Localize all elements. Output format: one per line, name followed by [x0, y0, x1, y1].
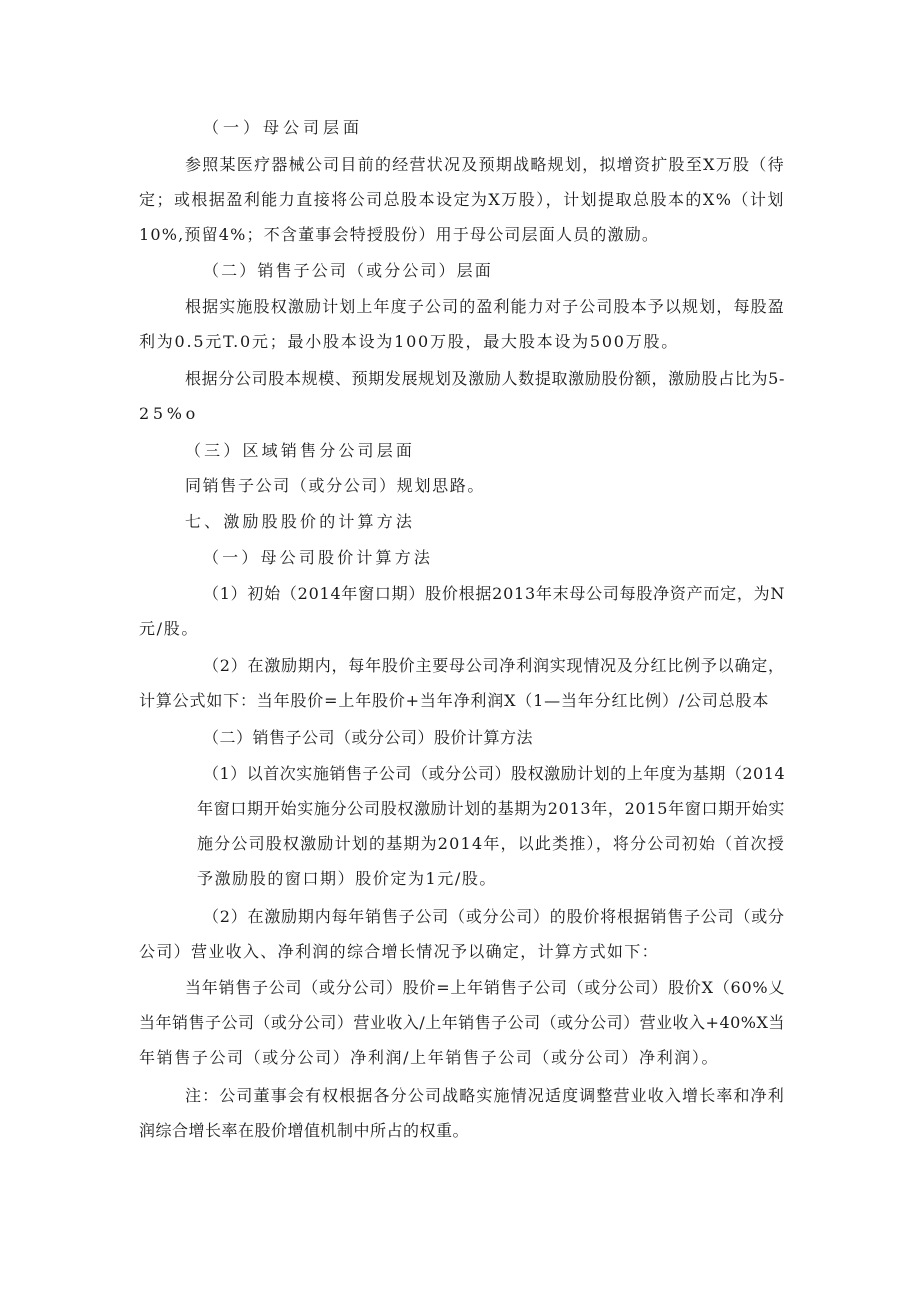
- paragraph-line: 10%,预留4%；不含董事会特授股份）用于母公司层面人员的激励。: [139, 225, 660, 244]
- paragraph-line: 施分公司股权激励计划的基期为2014年，以此类推），将分公司初始（首次授: [197, 834, 785, 853]
- formula-line: 当年销售子公司（或分公司）营业收入/上年销售子公司（或分公司）营业收入+40%X当: [139, 1013, 785, 1032]
- formula-line: 年销售子公司（或分公司）净利润/上年销售子公司（或分公司）净利润）。: [139, 1048, 720, 1067]
- paragraph-line: 公司）营业收入、净利润的综合增长情况予以确定，计算方式如下：: [139, 942, 659, 961]
- paragraph-line: （2）在激励期内，每年股价主要母公司净利润实现情况及分红比例予以确定，: [203, 656, 785, 675]
- paragraph-line: （2）在激励期内每年销售子公司（或分公司）的股价将根据销售子公司（或分: [203, 907, 785, 926]
- paragraph-line: （1）以首次实施销售子公司（或分公司）股权激励计划的上年度为基期（2014: [203, 764, 786, 783]
- note-line: 润综合增长率在股价增值机制中所占的权重。: [139, 1121, 470, 1140]
- subheading-regional-branch-level: （三）区域销售分公司层面: [185, 441, 416, 460]
- paragraph-line: （1）初始（2014年窗口期）股价根据2013年末母公司每股净资产而定，为N: [203, 584, 786, 603]
- paragraph-line: 定；或根据盈利能力直接将公司总股本设定为X万股），计划提取总股本的X%（计划: [139, 190, 785, 209]
- subheading-sales-share-price-method: （二）销售子公司（或分公司）股价计算方法: [203, 728, 534, 747]
- paragraph-line: 予激励股的窗口期）股价定为1元/股。: [197, 869, 498, 888]
- paragraph-line: 年窗口期开始实施分公司股权激励计划的基期为2013年，2015年窗口期开始实: [197, 799, 786, 818]
- section-heading-share-price-calculation: 七、激励股股价的计算方法: [185, 512, 416, 531]
- formula-line: 计算公式如下：当年股价=上年股价+当年净利润X（1—当年分红比例）/公司总股本: [139, 691, 770, 710]
- paragraph-line: 25%o: [139, 404, 199, 423]
- formula-line: 当年销售子公司（或分公司）股价=上年销售子公司（或分公司）股价X（60%乂: [185, 978, 786, 997]
- paragraph-line: 同销售子公司（或分公司）规划思路。: [185, 476, 486, 495]
- paragraph-line: 根据实施股权激励计划上年度子公司的盈利能力对子公司股本予以规划，每股盈: [185, 297, 785, 316]
- paragraph-line: 参照某医疗器械公司目前的经营状况及预期战略规划，拟增资扩股至X万股（待: [185, 155, 785, 174]
- subheading-parent-share-price-method: （一）母公司股价计算方法: [203, 548, 434, 567]
- paragraph-line: 利为0.5元T.0元；最小股本设为100万股，最大股本设为500万股。: [139, 332, 680, 351]
- note-line: 注：公司董事会有权根据各分公司战略实施情况适度调整营业收入增长率和净利: [185, 1086, 785, 1105]
- subheading-sales-subsidiary-level: （二）销售子公司（或分公司）层面: [203, 261, 493, 280]
- subheading-parent-company-level: （一）母公司层面: [203, 118, 364, 137]
- paragraph-line: 元/股。: [139, 619, 199, 638]
- paragraph-line: 根据分公司股本规模、预期发展规划及激励人数提取激励股份额，激励股占比为5-: [185, 369, 786, 388]
